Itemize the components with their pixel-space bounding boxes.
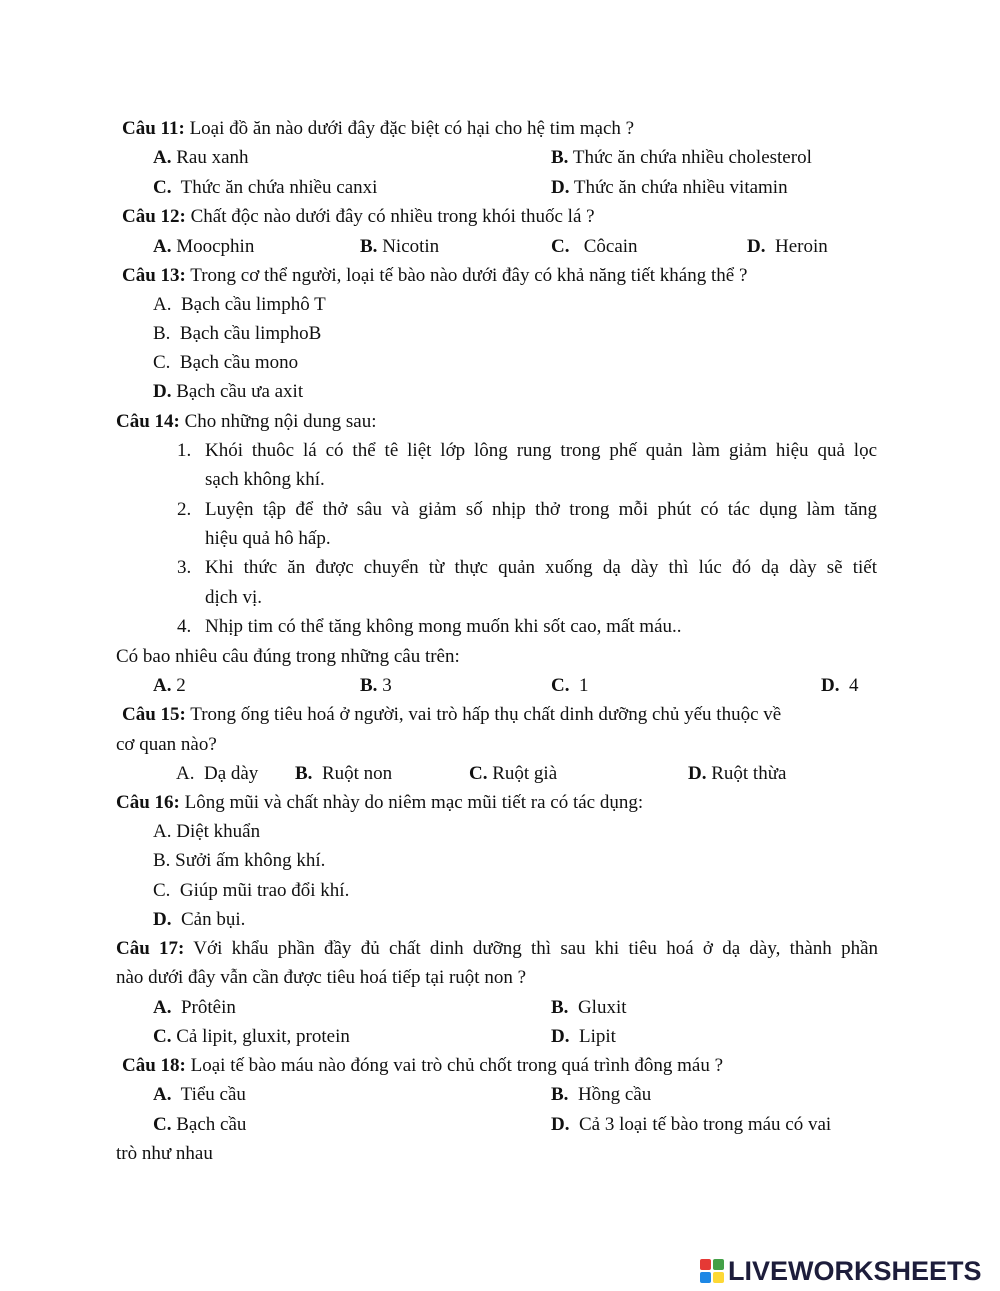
question-17-continuation: nào dưới đây vẫn cần được tiêu hoá tiếp tại ruột non ? bbox=[116, 967, 527, 988]
option-b[interactable]: B. Bạch cầu limphoB bbox=[153, 323, 322, 344]
question-15: Câu 15: Trong ống tiêu hoá ở người, vai trò hấp thụ chất dinh dưỡng chủ yếu thuộc về bbox=[122, 704, 782, 725]
list-item-number: 3. bbox=[177, 557, 192, 578]
question-17: Câu 17: Với khẩu phần đầy đủ chất dinh dưỡng thì sau khi tiêu hoá ở dạ dày, thành phần bbox=[116, 938, 879, 959]
option-b[interactable]: B. Nicotin bbox=[360, 236, 440, 257]
option-c[interactable]: C. Bạch cầu mono bbox=[153, 352, 299, 373]
option-a[interactable]: A. Prôtêin bbox=[153, 997, 236, 1018]
option-c[interactable]: C. Giúp mũi trao đổi khí. bbox=[153, 880, 350, 901]
list-item-number: 2. bbox=[177, 499, 192, 520]
option-d[interactable]: D. Thức ăn chứa nhiều vitamin bbox=[551, 177, 788, 198]
list-item: Nhịp tim có thể tăng không mong muốn khi sốt cao, mất máu.. bbox=[205, 616, 682, 637]
option-d[interactable]: D. Bạch cầu ưa axit bbox=[153, 381, 304, 402]
logo-square-blue bbox=[700, 1272, 711, 1283]
option-d[interactable]: D. Cả 3 loại tế bào trong máu có vai bbox=[551, 1114, 832, 1135]
option-c[interactable]: C. 1 bbox=[551, 675, 589, 696]
option-a[interactable]: A. Moocphin bbox=[153, 236, 255, 257]
option-a[interactable]: A. Bạch cầu limphô T bbox=[153, 294, 326, 315]
question-14: Câu 14: Cho những nội dung sau: bbox=[116, 411, 377, 432]
option-c[interactable]: C. Cả lipit, gluxit, protein bbox=[153, 1026, 350, 1047]
option-c[interactable]: C. Thức ăn chứa nhiều canxi bbox=[153, 177, 378, 198]
option-d[interactable]: D. Heroin bbox=[747, 236, 828, 257]
list-item: Luyện tập để thở sâu và giảm số nhịp thở trong mỗi phút có tác dụng làm tăng bbox=[205, 499, 877, 520]
logo-square-green bbox=[713, 1259, 724, 1270]
option-b[interactable]: B. Ruột non bbox=[295, 763, 393, 784]
list-item: Khói thuôc lá có thể tê liệt lớp lông rung trong phế quản làm giảm hiệu quả lọc bbox=[205, 440, 877, 461]
option-b[interactable]: B. Hồng cầu bbox=[551, 1084, 652, 1105]
question-15-continuation: cơ quan nào? bbox=[116, 734, 217, 755]
question-12: Câu 12: Chất độc nào dưới đây có nhiều trong khói thuốc lá ? bbox=[122, 206, 595, 227]
option-d[interactable]: D. Cản bụi. bbox=[153, 909, 246, 930]
question-13: Câu 13: Trong cơ thể người, loại tế bào nào dưới đây có khả năng tiết kháng thể ? bbox=[122, 265, 748, 286]
logo-square-red bbox=[700, 1259, 711, 1270]
option-c[interactable]: C. Bạch cầu bbox=[153, 1114, 247, 1135]
question-prompt: Có bao nhiêu câu đúng trong những câu trên: bbox=[116, 646, 460, 667]
question-11: Câu 11: Loại đồ ăn nào dưới đây đặc biệt có hại cho hệ tim mạch ? bbox=[122, 118, 635, 139]
list-item-continuation: dịch vị. bbox=[205, 587, 262, 608]
option-d[interactable]: D. Lipit bbox=[551, 1026, 616, 1047]
list-item-continuation: sạch không khí. bbox=[205, 469, 325, 490]
logo-square-yellow bbox=[713, 1272, 724, 1283]
option-b[interactable]: B. Sưởi ấm không khí. bbox=[153, 850, 326, 871]
liveworksheets-logo bbox=[700, 1256, 982, 1286]
logo-text: LIVEWORKSHEETS bbox=[728, 1255, 982, 1286]
question-18: Câu 18: Loại tế bào máu nào đóng vai trò chủ chốt trong quá trình đông máu ? bbox=[122, 1055, 724, 1076]
logo-mark-icon bbox=[700, 1259, 724, 1283]
option-c[interactable]: C. Côcain bbox=[551, 236, 638, 257]
option-a[interactable]: A. Diệt khuẩn bbox=[153, 821, 261, 842]
option-a[interactable]: A. Tiểu cầu bbox=[153, 1084, 246, 1105]
list-item: Khi thức ăn được chuyển từ thực quản xuống dạ dày thì lúc đó dạ dày sẽ tiết bbox=[205, 557, 877, 578]
option-a[interactable]: A. Rau xanh bbox=[153, 147, 249, 168]
list-item-number: 1. bbox=[177, 440, 192, 461]
option-b[interactable]: B. Thức ăn chứa nhiều cholesterol bbox=[551, 147, 812, 168]
option-b[interactable]: B. Gluxit bbox=[551, 997, 627, 1018]
option-d[interactable]: D. Ruột thừa bbox=[688, 763, 787, 784]
question-16: Câu 16: Lông mũi và chất nhày do niêm mạc mũi tiết ra có tác dụng: bbox=[116, 792, 644, 813]
option-a[interactable]: A. Dạ dày bbox=[176, 763, 259, 784]
option-c[interactable]: C. Ruột già bbox=[469, 763, 558, 784]
option-d-continuation: trò như nhau bbox=[116, 1143, 213, 1164]
option-a[interactable]: A. 2 bbox=[153, 675, 186, 696]
list-item-number: 4. bbox=[177, 616, 192, 637]
option-d[interactable]: D. 4 bbox=[821, 675, 859, 696]
list-item-continuation: hiệu quả hô hấp. bbox=[205, 528, 331, 549]
option-b[interactable]: B. 3 bbox=[360, 675, 392, 696]
